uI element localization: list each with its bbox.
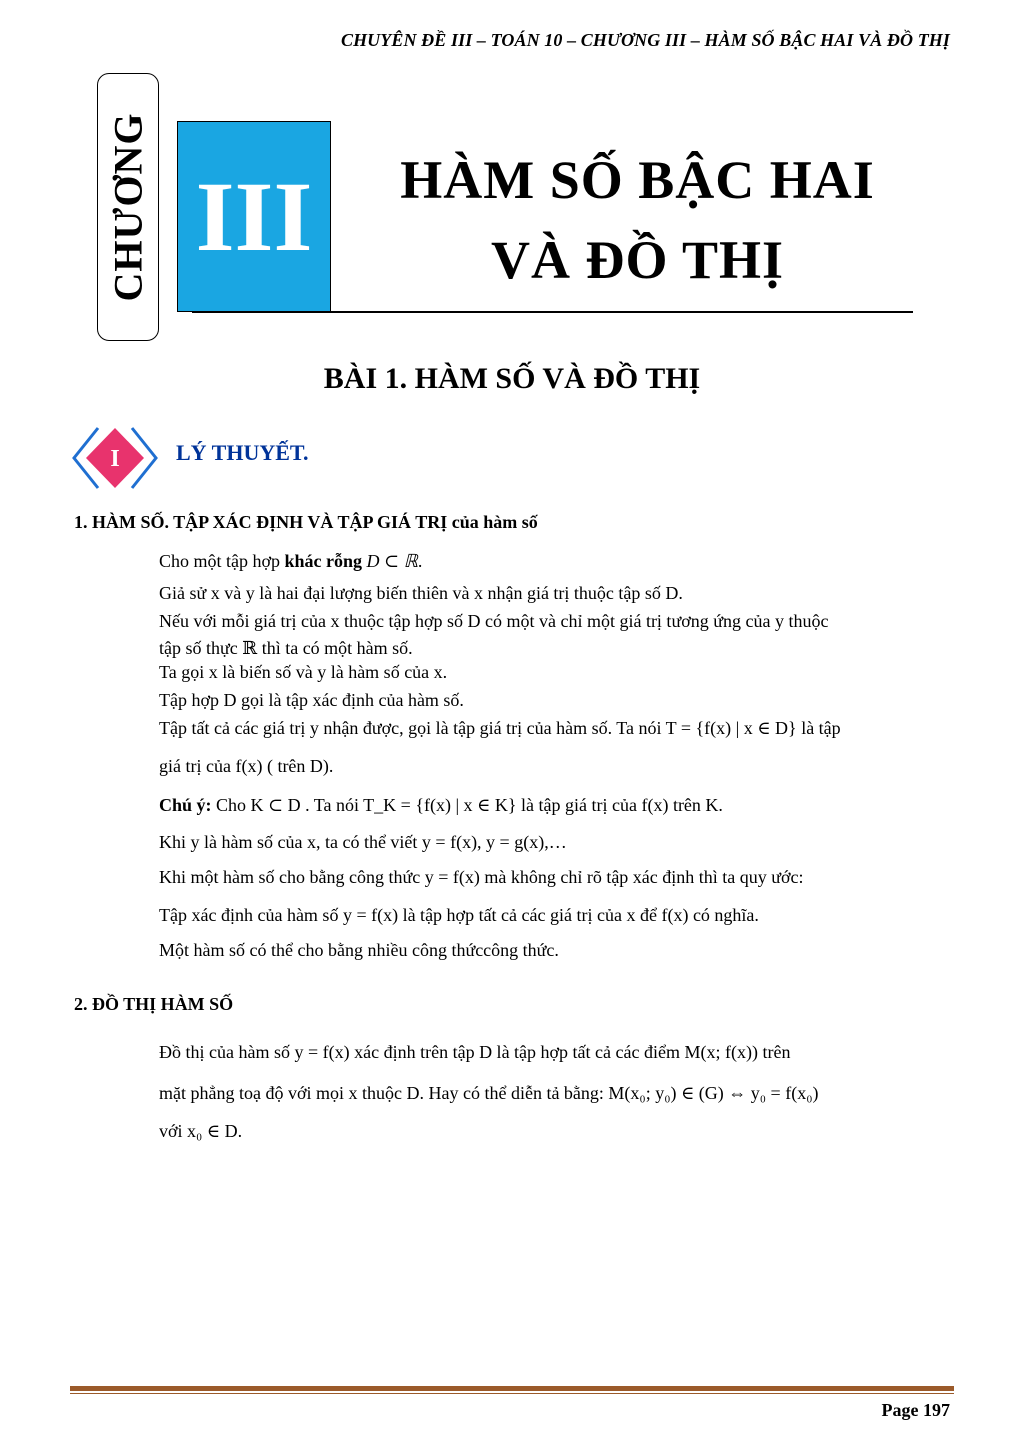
part1-line-2: Nếu với mỗi giá trị của x thuộc tập hợp số D có một và chỉ một giá trị tương ứng của y thuộc [159, 611, 829, 631]
part1-line-1: Giả sử x và y là hai đại lượng biến thiên và x nhận giá trị thuộc tập số D. [159, 583, 683, 603]
section-badge-icon [70, 424, 160, 492]
part1-note [159, 795, 723, 817]
section-label: LÝ THUYẾT. [176, 440, 309, 465]
chapter-title-rule [192, 311, 913, 313]
section-badge-number: I [110, 446, 120, 472]
running-header: CHUYÊN ĐỀ III – TOÁN 10 – CHƯƠNG III – HÀM SỐ BẬC HAI VÀ ĐỒ THỊ [340, 30, 950, 50]
math-expression: D ⊂ ℝ [366, 551, 418, 571]
chapter-title [360, 140, 915, 300]
part2-line-1: mặt phẳng toạ độ với mọi x thuộc D. Hay có thể diễn tả bằng: M(x₀; y₀) ∈ (G) ⇔ y₀ = f(x₀) [159, 1083, 819, 1103]
part1-line-5: Tập hợp D gọi là tập xác định của hàm số. [159, 690, 464, 710]
part2-line-2: với x₀ ∈ D. [159, 1121, 243, 1141]
note-text: Cho K ⊂ D . Ta nói T_K = {f(x) | x ∈ K} là tập giá trị của f(x) trên K. [211, 795, 723, 815]
chapter-number: III [195, 160, 313, 272]
part1-line-9: Khi y là hàm số của x, ta có thể viết y = f(x), y = g(x),… [159, 832, 567, 852]
lesson-title: BÀI 1. HÀM SỐ VÀ ĐỒ THỊ [323, 362, 701, 395]
part1-line-10: Khi một hàm số cho bằng công thức y = f(x) mà không chỉ rõ tập xác định thì ta quy ước: [159, 867, 804, 887]
chapter-title-line-2: VÀ ĐỒ THỊ [490, 230, 785, 290]
note-label: Chú ý: [159, 795, 212, 815]
part1-heading: 1. HÀM SỐ. TẬP XÁC ĐỊNH VÀ TẬP GIÁ TRỊ của hàm số [74, 512, 538, 532]
emphasis-text: khác rỗng [284, 551, 363, 571]
chapter-title-line-1: HÀM SỐ BẬC HAI [400, 150, 875, 210]
part1-line-4: Ta gọi x là biến số và y là hàm số của x. [159, 662, 448, 682]
part1-line-11: Tập xác định của hàm số y = f(x) là tập hợp tất cả các giá trị của x để f(x) có nghĩa. [159, 905, 759, 925]
footer-rule [70, 1386, 954, 1391]
chapter-number-box [177, 121, 331, 312]
chapter-label-box [97, 73, 159, 341]
page-number: Page 197 [881, 1400, 950, 1420]
part1-line-3: tập số thực ℝ thì ta có một hàm số. [159, 638, 413, 658]
line-text: Cho một tập hợp [159, 551, 285, 571]
part1-line-12: Một hàm số có thể cho bằng nhiều công thứccông thức. [159, 940, 559, 960]
part2-heading: 2. ĐỒ THỊ HÀM SỐ [74, 994, 234, 1014]
part1-line-7: giá trị của f(x) ( trên D). [159, 756, 334, 776]
chapter-label: CHƯƠNG [105, 112, 151, 302]
footer-rule-thin [70, 1393, 954, 1394]
part2-line-0: Đồ thị của hàm số y = f(x) xác định trên tập D là tập hợp tất cả các điểm M(x; f(x)) trên [159, 1042, 791, 1062]
line-text-end: . [417, 551, 423, 571]
part1-line-0 [159, 551, 422, 573]
part1-line-6: Tập tất cả các giá trị y nhận được, gọi là tập giá trị của hàm số. Ta nói T = {f(x) | x ∈ D} là tập [159, 718, 841, 738]
